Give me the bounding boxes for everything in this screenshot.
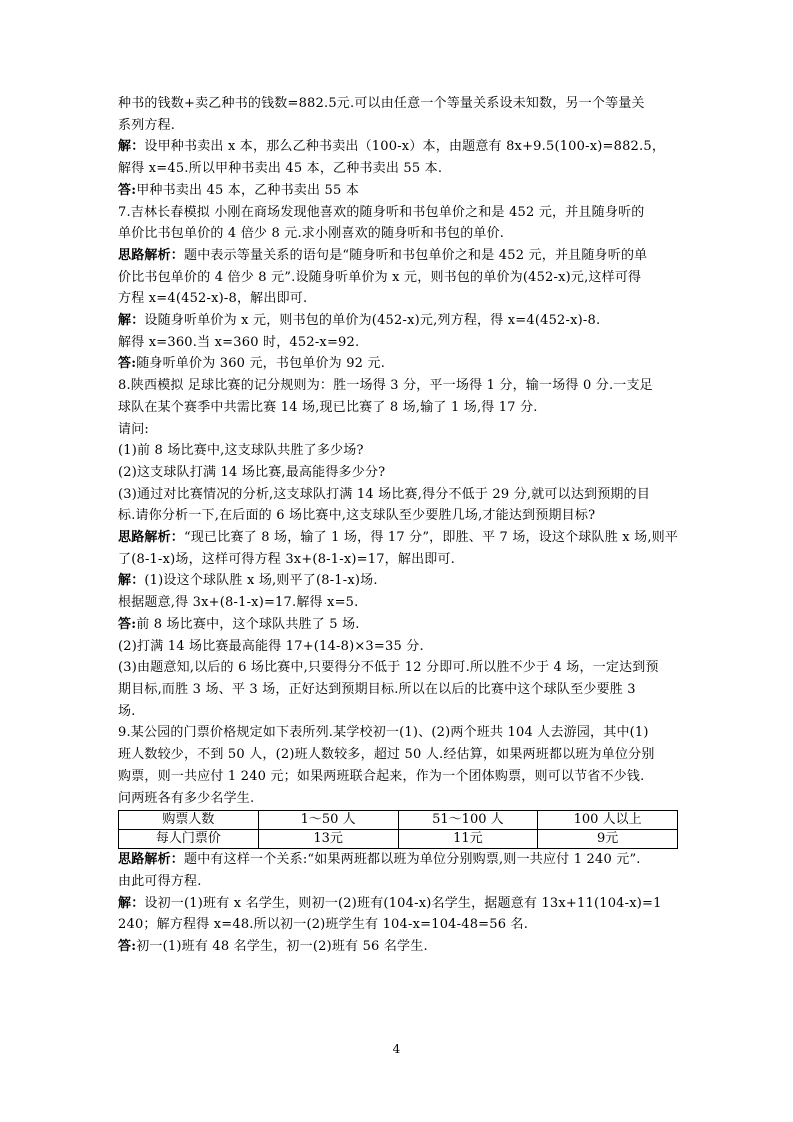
text-line [118,267,678,289]
bold-label: 答: [118,356,137,372]
document-page [118,93,678,958]
text-line [118,136,678,158]
bold-label: 解： [118,139,145,155]
line-text: 设初一(1)班有 x 名学生，则初一(2)班有(104-x)名学生，据题意有 13x+11(104-x)=1 [144,895,662,911]
line-text: “现已比赛了 8 场，输了 1 场，得 17 分”，即胜、平 7 场，设这个球队胜 x 场,则平 [184,530,679,546]
line-text: 8.陕西模拟 足球比赛的记分规则为：胜一场得 3 分，平一场得 1 分，输一场得 0 分.一支足 [118,378,653,394]
table-row [119,811,678,830]
ticket-price-table [118,810,678,849]
text-line [118,914,678,936]
line-text: (2)打满 14 场比赛最高能得 17+(14-8)×3=35 分. [118,638,424,654]
text-line [118,766,678,788]
line-text: 系列方程. [118,117,176,133]
text-line [118,636,678,658]
text-line [118,332,678,354]
text-line [118,549,678,571]
line-text: 解得 x=45.所以甲种书卖出 45 本，乙种书卖出 55 本. [118,161,443,177]
line-text: 随身听单价为 360 元，书包单价为 92 元. [136,356,386,372]
text-line [118,419,678,441]
bold-label: 答: [118,616,137,632]
line-text: 甲种书卖出 45 本，乙种书卖出 55 本 [136,182,360,198]
line-text: 题中表示等量关系的语句是“随身听和书包单价之和是 452 元，并且随身听的单 [184,247,648,263]
text-line [118,245,678,267]
page-number: 4 [392,1042,401,1056]
line-text: 期目标,而胜 3 场、平 3 场，正好达到预期目标.所以在以后的比赛中这个球队至少要胜 3 [118,681,636,697]
line-text: (1)前 8 场比赛中,这支球队共胜了多少场? [118,443,364,459]
line-text: 设随身听单价为 x 元，则书包的单价为(452-x)元,列方程，得 x=4(452-x)-8. [144,313,601,329]
line-text: 种书的钱数+卖乙种书的钱数=882.5元.可以由任意一个等量关系设未知数，另一个等量关 [118,96,645,111]
table-row [119,830,678,849]
text-line [118,679,678,701]
text-line [118,462,678,484]
text-line [118,722,678,744]
line-text: (1)设这个球队胜 x 场,则平了(8-1-x)场. [144,573,378,589]
text-line [118,505,678,527]
line-text: 由此可得方程. [118,873,202,889]
table-cell: 11元 [398,830,538,849]
text-line [118,788,678,810]
bold-label: 答: [118,182,137,198]
text-line [118,375,678,397]
text-line [118,527,678,549]
body-text-top [118,93,678,809]
line-text: 班人数较少，不到 50 人，(2)班人数较多，超过 50 人.经估算，如果两班都以班为单位分别 [118,747,655,763]
bold-label: 思路解析： [118,530,185,546]
text-line [118,871,678,893]
line-text: 240；解方程得 x=48.所以初一(2)班学生有 104-x=104-48=56 名. [118,917,529,933]
table-cell: 每人门票价 [119,830,259,849]
text-line [118,484,678,506]
bold-label: 解： [118,895,145,911]
line-text: 根据题意,得 3x+(8-1-x)=17.解得 x=5. [118,595,359,611]
table-cell: 1～50 人 [258,811,398,830]
text-line [118,353,678,375]
line-text: 题中有这样一个关系:“如果两班都以班为单位分别购票,则一共应付 1 240 元”. [184,852,641,868]
text-line [118,893,678,915]
line-text: 价比书包单价的 4 倍少 8 元”.设随身听单价为 x 元，则书包的单价为(452-x)元,这样可得 [118,269,642,285]
bold-label: 解： [118,313,145,329]
line-text: 购票，则一共应付 1 240 元；如果两班联合起来，作为一个团体购票，则可以节省不少钱. [118,768,645,784]
table-cell: 购票人数 [119,811,259,830]
line-text: (2)这支球队打满 14 场比赛,最高能得多少分? [118,464,386,480]
text-line [118,115,678,137]
line-text: 9.某公园的门票价格规定如下表所列.某学校初一(1)、(2)两个班共 104 人去游园，其中(1) [118,725,649,741]
line-text: 解得 x=360.当 x=360 时，452-x=92. [118,334,360,350]
table-cell: 13元 [258,830,398,849]
line-text: 7.吉林长春模拟 小刚在商场发现他喜欢的随身听和书包单价之和是 452 元，并且随身听的 [118,204,645,220]
text-line [118,310,678,332]
bold-label: 思路解析： [118,247,185,263]
text-line [118,592,678,614]
line-text: (3)通过对比赛情况的分析,这支球队打满 14 场比赛,得分不低于 29 分,就可以达到预期的目 [118,486,651,502]
text-line [118,158,678,180]
line-text: (3)由题意知,以后的 6 场比赛中,只要得分不低于 12 分即可.所以胜不少于 4 场，一定达到预 [118,660,659,676]
line-text: 初一(1)班有 48 名学生，初一(2)班有 56 名学生. [136,939,428,955]
body-text-bottom [118,849,678,958]
text-line [118,202,678,224]
table-cell: 51～100 人 [398,811,538,830]
line-text: 场. [118,703,136,719]
text-line [118,397,678,419]
text-line [118,223,678,245]
text-line [118,288,678,310]
line-text: 了(8-1-x)场，这样可得方程 3x+(8-1-x)=17，解出即可. [118,551,455,567]
text-line [118,93,678,115]
bold-label: 答: [118,939,137,955]
line-text: 请问: [118,421,149,437]
line-text: 单价比书包单价的 4 倍少 8 元.求小刚喜欢的随身听和书包的单价. [118,226,505,242]
line-text: 问两班各有多少名学生. [118,790,255,806]
bold-label: 解： [118,573,145,589]
text-line [118,744,678,766]
table-cell: 9元 [538,830,678,849]
text-line [118,849,678,871]
text-line [118,701,678,723]
line-text: 方程 x=4(452-x)-8，解出即可. [118,291,308,307]
text-line [118,570,678,592]
table-cell: 100 人以上 [538,811,678,830]
line-text: 设甲种书卖出 x 本，那么乙种书卖出（100-x）本，由题意有 8x+9.5(100-x)=882.5， [144,139,666,155]
text-line [118,657,678,679]
line-text: 球队在某个赛季中共需比赛 14 场,现已比赛了 8 场,输了 1 场,得 17 分. [118,399,538,415]
text-line [118,180,678,202]
line-text: 前 8 场比赛中，这个球队共胜了 5 场. [136,616,360,632]
bold-label: 思路解析： [118,852,185,868]
text-line [118,936,678,958]
text-line [118,614,678,636]
text-line [118,440,678,462]
line-text: 标.请你分析一下,在后面的 6 场比赛中,这支球队至少要胜几场,才能达到预期目标? [118,508,596,524]
